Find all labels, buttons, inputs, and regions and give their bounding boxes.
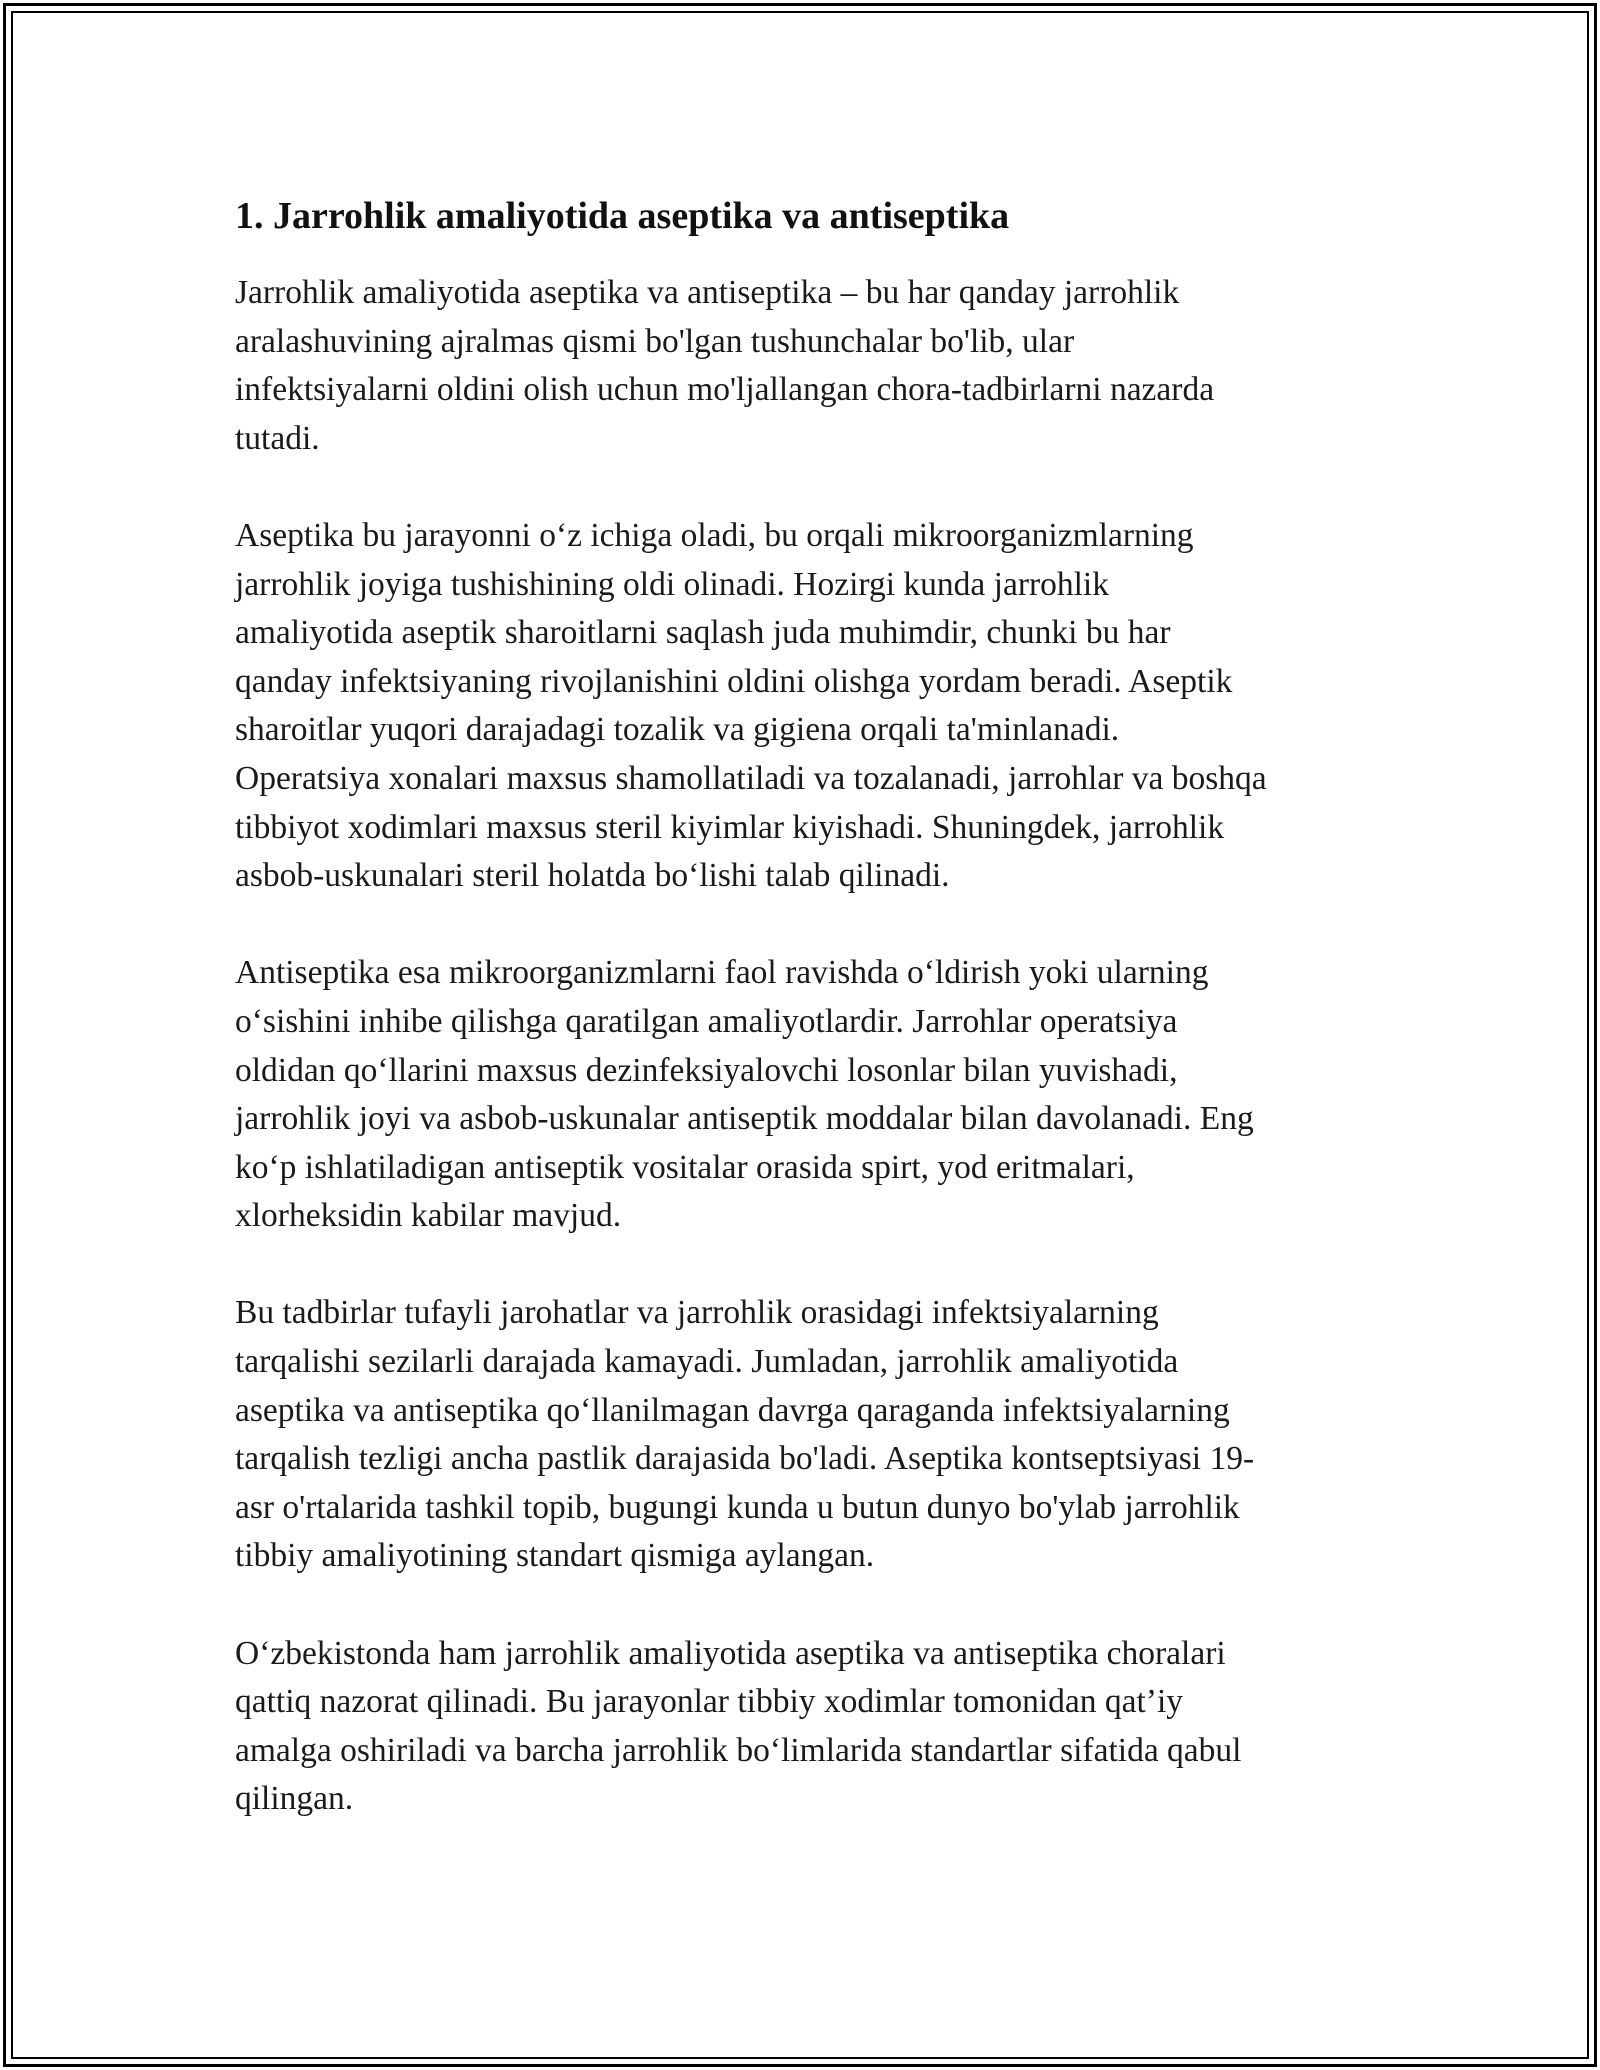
text-line: jarrohlik joyiga tushishining oldi olinadi. Hozirgi kunda jarrohlik (235, 565, 1109, 603)
text-line: oldidan qo‘llarini maxsus dezinfeksiyalovchi losonlar bilan yuvishadi, (235, 1051, 1178, 1089)
text-line: o‘sishini inhibe qilishga qaratilgan amaliyotlardir. Jarrohlar operatsiya (235, 1002, 1178, 1040)
section-heading: 1. Jarrohlik amaliyotida aseptika va antiseptika (235, 195, 1010, 237)
paragraph-ozbekiston (235, 1630, 1385, 1824)
text-line: xlorheksidin kabilar mavjud. (235, 1197, 622, 1235)
text-line: tibbiyot xodimlari maxsus steril kiyimlar kiyishadi. Shuningdek, jarrohlik (235, 808, 1225, 846)
text-line: qilingan. (235, 1780, 354, 1818)
text-line: tarqalish tezligi ancha pastlik darajasida bo'ladi. Aseptika kontseptsiyasi 19- (235, 1440, 1255, 1478)
paragraph-intro (235, 269, 1385, 463)
text-line: aralashuvining ajralmas qismi bo'lgan tushunchalar bo'lib, ular (235, 322, 1075, 360)
text-line: Jarrohlik amaliyotida aseptika va antiseptika – bu har qanday jarrohlik (235, 274, 1180, 311)
text-line: O‘zbekistonda ham jarrohlik amaliyotida aseptika va antiseptika choralari (235, 1634, 1226, 1672)
text-line: amalga oshiriladi va barcha jarrohlik bo‘limlarida standartlar sifatida qabul (235, 1731, 1242, 1769)
text-line: sharoitlar yuqori darajadagi tozalik va gigiena orqali ta'minlanadi. (235, 711, 1120, 749)
text-line: Operatsiya xonalari maxsus shamollatiladi va tozalanadi, jarrohlar va boshqa (235, 759, 1267, 797)
text-line: Bu tadbirlar tufayli jarohatlar va jarrohlik orasidagi infektsiyalarning (235, 1294, 1159, 1332)
text-line: jarrohlik joyi va asbob-uskunalar antiseptik moddalar bilan davolanadi. Eng (235, 1100, 1254, 1138)
text-line: tarqalishi sezilarli darajada kamayadi. Jumladan, jarrohlik amaliyotida (235, 1343, 1179, 1381)
text-line: tibbiy amaliyotining standart qismiga aylangan. (235, 1537, 875, 1575)
text-line: Antiseptika esa mikroorganizmlarni faol ravishda o‘ldirish yoki ularning (235, 954, 1209, 992)
document-body (235, 188, 1385, 1873)
text-line: infektsiyalarni oldini olish uchun mo'ljallangan chora-tadbirlarni nazarda (235, 371, 1215, 409)
text-line: qanday infektsiyaning rivojlanishini oldini olishga yordam beradi. Aseptik (235, 662, 1233, 700)
text-line: asr o'rtalarida tashkil topib, bugungi kunda u butun dunyo bo'ylab jarrohlik (235, 1488, 1240, 1526)
text-line: aseptika va antiseptika qo‘llanilmagan davrga qaraganda infektsiyalarning (235, 1391, 1230, 1429)
text-line: Aseptika bu jarayonni o‘z ichiga oladi, bu orqali mikroorganizmlarning (235, 516, 1194, 554)
paragraph-antiseptika (235, 949, 1385, 1241)
text-line: ko‘p ishlatiladigan antiseptik vositalar orasida spirt, yod eritmalari, (235, 1148, 1135, 1186)
text-line: qattiq nazorat qilinadi. Bu jarayonlar tibbiy xodimlar tomonidan qat’iy (235, 1683, 1184, 1721)
text-line: tutadi. (235, 419, 320, 457)
text-line: amaliyotida aseptik sharoitlarni saqlash juda muhimdir, chunki bu har (235, 614, 1171, 652)
paragraph-aseptika (235, 512, 1385, 901)
text-line: asbob-uskunalari steril holatda bo‘lishi talab qilinadi. (235, 857, 950, 895)
paragraph-tadbirlar (235, 1289, 1385, 1581)
